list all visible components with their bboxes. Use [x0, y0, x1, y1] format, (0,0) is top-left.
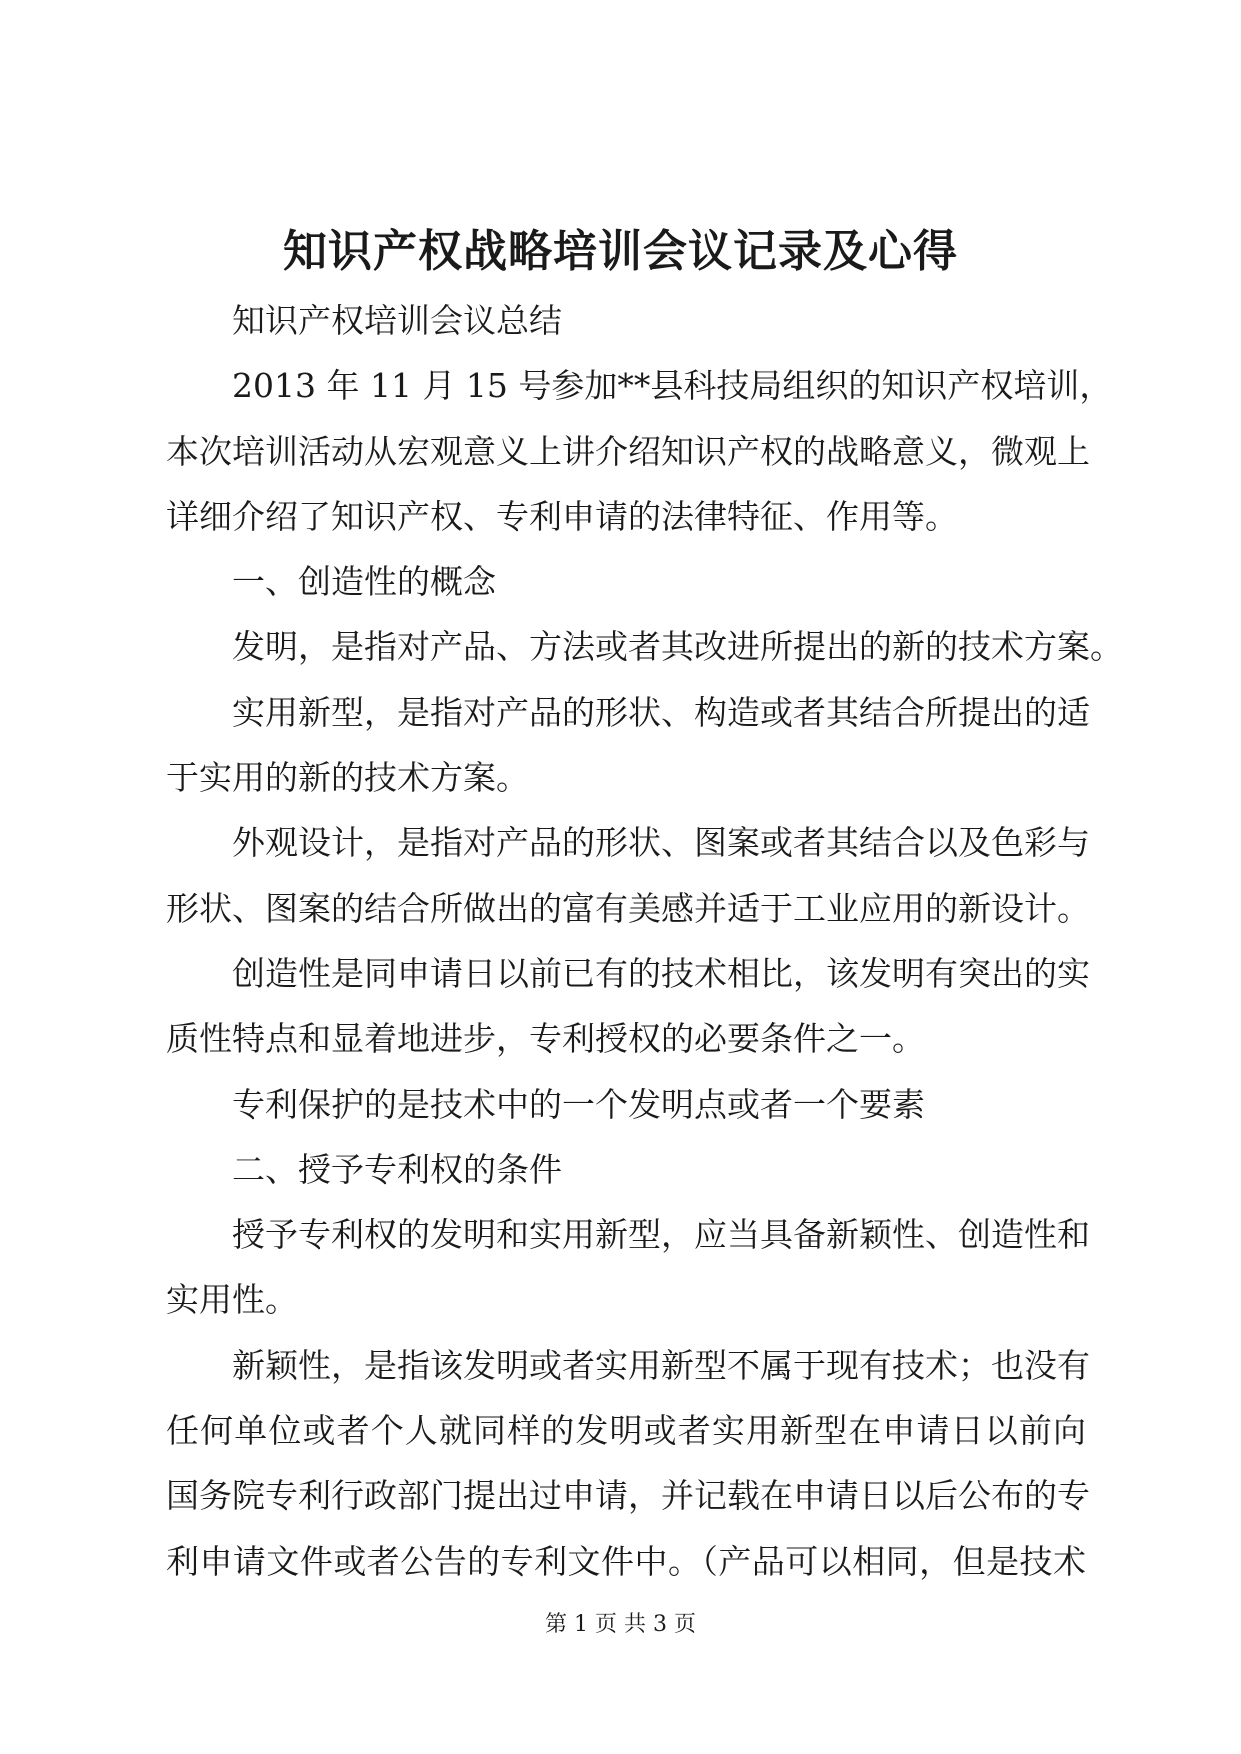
- paragraph-line: 详细介绍了知识产权、专利申请的法律特征、作用等。: [166, 496, 958, 536]
- paragraph-line: 实用新型，是指对产品的形状、构造或者其结合所提出的适: [232, 692, 1090, 732]
- paragraph-line: 本次培训活动从宏观意义上讲介绍知识产权的战略意义，微观上: [166, 431, 1090, 471]
- paragraph-line: 专利保护的是技术中的一个发明点或者一个要素: [232, 1084, 925, 1124]
- paragraph-line: 实用性。: [166, 1280, 298, 1320]
- paragraph-line: 授予专利权的发明和实用新型，应当具备新颖性、创造性和: [232, 1215, 1090, 1255]
- paragraph-line: 形状、图案的结合所做出的富有美感并适于工业应用的新设计。: [166, 888, 1090, 928]
- paragraph-line: 知识产权培训会议总结: [232, 301, 562, 340]
- paragraph-line: 质性特点和显着地进步，专利授权的必要条件之一。: [166, 1019, 925, 1059]
- paragraph-line: 创造性是同申请日以前已有的技术相比，该发明有突出的实: [232, 953, 1090, 993]
- paragraph-line: 于实用的新的技术方案。: [166, 758, 529, 798]
- document-body: [166, 288, 1123, 1594]
- paragraph-line: 国务院专利行政部门提出过申请，并记载在申请日以后公布的专: [166, 1476, 1090, 1516]
- paragraph-line: 利申请文件或者公告的专利文件中。（产品可以相同，但是技术: [166, 1541, 1086, 1581]
- paragraph-line: 2013 年 11 月 15 号参加**县科技局组织的知识产权培训，: [232, 366, 1113, 406]
- paragraph-line: 发明，是指对产品、方法或者其改进所提出的新的技术方案。: [232, 627, 1123, 667]
- paragraph-line: 任何单位或者个人就同样的发明或者实用新型在申请日以前向: [166, 1411, 1086, 1451]
- paragraph-line: 新颖性，是指该发明或者实用新型不属于现有技术；也没有: [232, 1345, 1090, 1385]
- paragraph-line: 外观设计，是指对产品的形状、图案或者其结合以及色彩与: [232, 823, 1090, 863]
- section-heading: 一、创造性的概念: [232, 562, 496, 602]
- section-heading: 二、授予专利权的条件: [232, 1149, 562, 1189]
- document-title: 知识产权战略培训会议记录及心得: [283, 226, 958, 277]
- page-footer: 第 1 页 共 3 页: [545, 1612, 696, 1637]
